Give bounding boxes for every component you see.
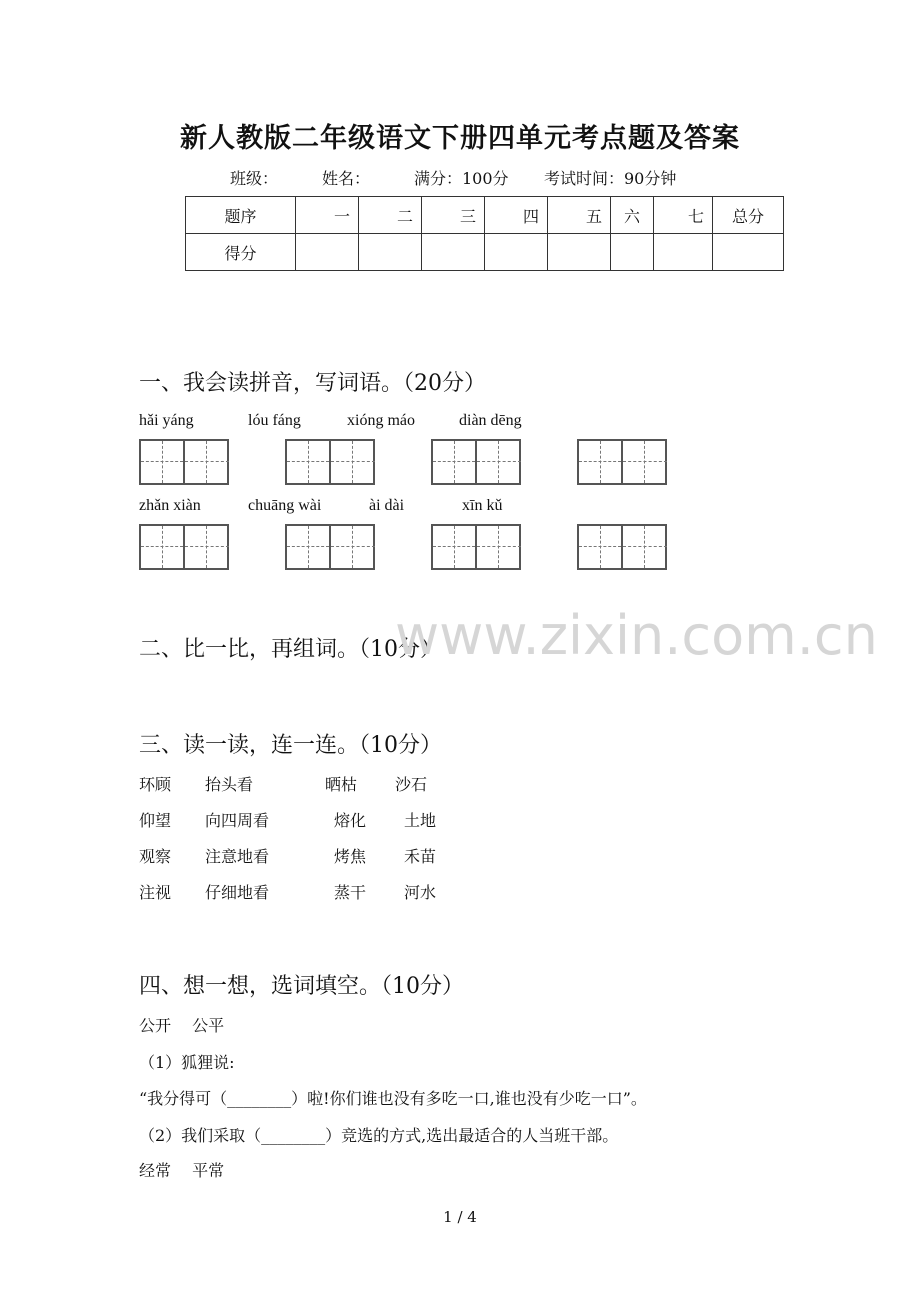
- question-1-text: “我分得可（________）啦!你们谁也没有多吃一口,谁也没有少吃一口”。: [139, 1089, 647, 1108]
- score-cell: 一: [296, 197, 359, 234]
- score-cell[interactable]: [654, 234, 713, 271]
- match-word: 土地: [404, 811, 437, 830]
- score-cell: 总分: [713, 197, 784, 234]
- writing-grid[interactable]: [139, 524, 229, 570]
- question-1-label: （1）狐狸说:: [139, 1053, 235, 1072]
- exam-time-label: 考试时间：90分钟: [544, 169, 677, 188]
- match-word: 蒸干: [334, 883, 367, 902]
- writing-grid[interactable]: [577, 524, 667, 570]
- full-score-label: 满分：100分: [414, 169, 509, 188]
- match-word: 观察: [139, 847, 172, 866]
- pinyin-label: diàn dēng: [459, 412, 522, 429]
- score-cell[interactable]: [548, 234, 611, 271]
- match-word: 烤焦: [334, 847, 367, 866]
- class-label: 班级：: [230, 169, 279, 188]
- score-cell: 七: [654, 197, 713, 234]
- writing-grid[interactable]: [285, 439, 375, 485]
- score-cell[interactable]: [359, 234, 422, 271]
- writing-grid[interactable]: [431, 439, 521, 485]
- page-number: 1 / 4: [443, 1208, 477, 1226]
- score-cell: 得分: [186, 234, 296, 271]
- match-word: 禾苗: [404, 847, 437, 866]
- score-cell: 四: [485, 197, 548, 234]
- match-word: 沙石: [395, 775, 428, 794]
- match-word: 向四周看: [205, 811, 270, 830]
- match-word: 抬头看: [205, 775, 254, 794]
- pinyin-label: ài dài: [369, 497, 405, 514]
- word-choices-1: 公开 公平: [139, 1016, 225, 1035]
- page-title: 新人教版二年级语文下册四单元考点题及答案: [180, 123, 740, 154]
- score-cell[interactable]: [485, 234, 548, 271]
- writing-grid[interactable]: [431, 524, 521, 570]
- pinyin-label: xīn kǔ: [462, 497, 503, 514]
- score-table: [185, 196, 784, 271]
- watermark: www.zixin.com.cn: [395, 604, 878, 667]
- match-word: 河水: [404, 883, 437, 902]
- score-cell[interactable]: [422, 234, 485, 271]
- pinyin-label: lóu fáng: [248, 412, 301, 429]
- section1-heading: 一、我会读拼音，写词语。（20分）: [139, 371, 486, 396]
- section3-heading: 三、读一读，连一连。（10分）: [139, 733, 442, 758]
- writing-grid[interactable]: [285, 524, 375, 570]
- match-word: 环顾: [139, 775, 172, 794]
- score-cell[interactable]: [296, 234, 359, 271]
- score-table-score-row: [186, 234, 784, 271]
- pinyin-label: zhǎn xiàn: [139, 497, 201, 514]
- match-word: 仰望: [139, 811, 172, 830]
- match-word: 晒枯: [325, 775, 358, 794]
- writing-grid[interactable]: [577, 439, 667, 485]
- score-cell: 二: [359, 197, 422, 234]
- name-label: 姓名：: [322, 169, 371, 188]
- score-cell[interactable]: [611, 234, 654, 271]
- pinyin-label: hǎi yáng: [139, 412, 194, 429]
- match-word: 注视: [139, 883, 172, 902]
- section2-heading: 二、比一比，再组词。（10分）: [139, 637, 442, 662]
- section4-heading: 四、想一想，选词填空。（10分）: [139, 974, 464, 999]
- word-choices-2: 经常 平常: [139, 1161, 225, 1180]
- match-word: 熔化: [334, 811, 367, 830]
- score-cell: 五: [548, 197, 611, 234]
- question-2-text: （2）我们采取（________）竞选的方式,选出最适合的人当班干部。: [139, 1126, 619, 1145]
- match-word: 仔细地看: [205, 883, 270, 902]
- score-cell[interactable]: [713, 234, 784, 271]
- pinyin-label: chuāng wài: [248, 497, 322, 514]
- score-cell: 六: [611, 197, 654, 234]
- score-cell: 三: [422, 197, 485, 234]
- match-word: 注意地看: [205, 847, 270, 866]
- writing-grid[interactable]: [139, 439, 229, 485]
- score-cell: 题序: [186, 197, 296, 234]
- score-table-header-row: [186, 197, 784, 234]
- pinyin-label: xióng máo: [347, 412, 415, 429]
